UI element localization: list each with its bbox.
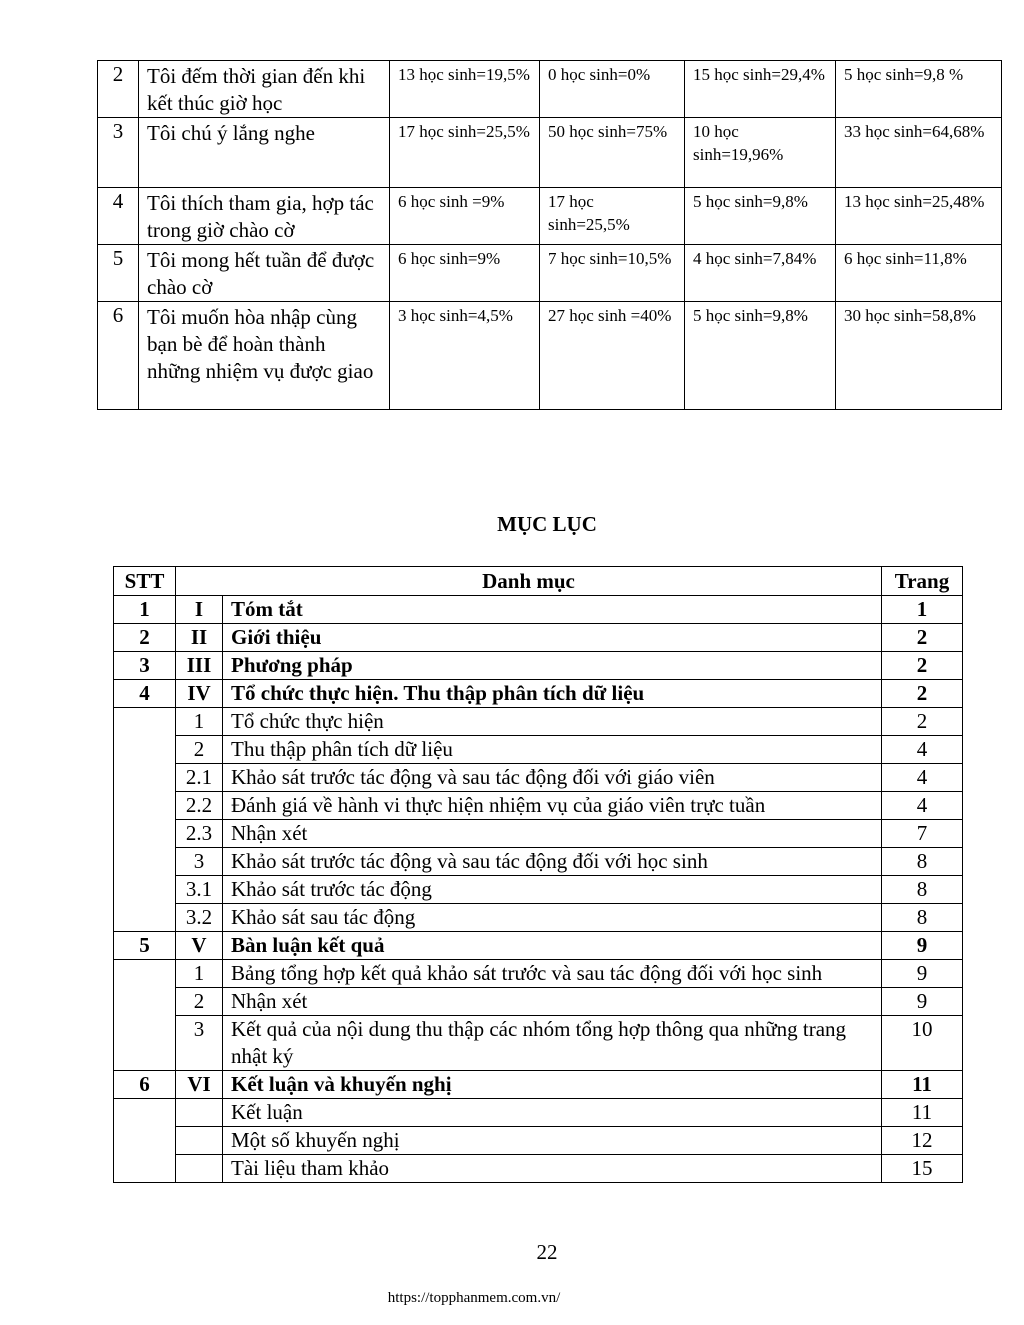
toc-code: 3 <box>176 1016 223 1071</box>
toc-page: 4 <box>882 764 963 792</box>
toc-code: 1 <box>176 960 223 988</box>
toc-code: VI <box>176 1071 223 1099</box>
table-row <box>98 245 1002 302</box>
toc-row <box>114 792 963 820</box>
toc-page: 12 <box>882 1127 963 1155</box>
table-row <box>98 302 1002 410</box>
toc-row <box>114 988 963 1016</box>
response-cell: 5 học sinh=9,8% <box>685 188 836 245</box>
toc-code: 2 <box>176 988 223 1016</box>
toc-page: 15 <box>882 1155 963 1183</box>
toc-row <box>114 1155 963 1183</box>
toc-stt: 6 <box>114 1071 176 1099</box>
toc-entry: Bàn luận kết quả <box>223 932 882 960</box>
row-number: 5 <box>98 245 139 302</box>
row-number: 4 <box>98 188 139 245</box>
table-row <box>98 188 1002 245</box>
toc-row <box>114 764 963 792</box>
response-cell: 0 học sinh=0% <box>540 61 685 118</box>
toc-code: 2.2 <box>176 792 223 820</box>
toc-page: 10 <box>882 1016 963 1071</box>
response-cell: 17 học sinh=25,5% <box>390 118 540 188</box>
toc-page: 2 <box>882 708 963 736</box>
response-cell: 15 học sinh=29,4% <box>685 61 836 118</box>
toc-entry: Tổ chức thực hiện <box>223 708 882 736</box>
toc-entry: Kết quả của nội dung thu thập các nhóm tổng hợp thông qua những trang nhật ký <box>223 1016 882 1071</box>
toc-code: 2.3 <box>176 820 223 848</box>
toc-page: 2 <box>882 652 963 680</box>
toc-page: 8 <box>882 876 963 904</box>
toc-code: IV <box>176 680 223 708</box>
page-number: 22 <box>536 1240 558 1264</box>
toc-entry: Khảo sát trước tác động <box>223 876 882 904</box>
toc-entry: Giới thiệu <box>223 624 882 652</box>
response-cell: 6 học sinh=9% <box>390 245 540 302</box>
toc-row <box>114 876 963 904</box>
toc-stt: 2 <box>114 624 176 652</box>
toc-title: MỤC LỤC <box>497 512 597 536</box>
toc-entry: Phương pháp <box>223 652 882 680</box>
toc-page: 2 <box>882 624 963 652</box>
toc-page: 8 <box>882 904 963 932</box>
toc-stt-empty <box>114 1099 176 1183</box>
toc-page: 9 <box>882 988 963 1016</box>
toc-code: III <box>176 652 223 680</box>
toc-row <box>114 652 963 680</box>
toc-entry: Kết luận <box>223 1099 882 1127</box>
toc-row <box>114 848 963 876</box>
header-page: Trang <box>882 567 963 596</box>
row-number: 2 <box>98 61 139 118</box>
toc-row <box>114 1071 963 1099</box>
toc-entry: Nhận xét <box>223 820 882 848</box>
toc-entry: Bảng tổng hợp kết quả khảo sát trước và sau tác động đối với học sinh <box>223 960 882 988</box>
toc-page: 9 <box>882 932 963 960</box>
toc-page: 2 <box>882 680 963 708</box>
statement: Tôi đếm thời gian đến khi kết thúc giờ học <box>139 61 390 118</box>
response-cell: 30 học sinh=58,8% <box>836 302 1002 410</box>
toc-row <box>114 932 963 960</box>
statement: Tôi mong hết tuần để được chào cờ <box>139 245 390 302</box>
toc-row <box>114 960 963 988</box>
toc-row <box>114 596 963 624</box>
response-cell: 4 học sinh=7,84% <box>685 245 836 302</box>
header-stt: STT <box>114 567 176 596</box>
response-cell: 7 học sinh=10,5% <box>540 245 685 302</box>
toc-entry: Đánh giá về hành vi thực hiện nhiệm vụ của giáo viên trực tuần <box>223 792 882 820</box>
toc-row <box>114 708 963 736</box>
response-cell: 6 học sinh =9% <box>390 188 540 245</box>
toc-code <box>176 1099 223 1127</box>
statement: Tôi thích tham gia, hợp tác trong giờ chào cờ <box>139 188 390 245</box>
table-row <box>98 61 1002 118</box>
toc-code <box>176 1155 223 1183</box>
response-cell: 50 học sinh=75% <box>540 118 685 188</box>
survey-table <box>97 60 1002 410</box>
statement: Tôi chú ý lắng nghe <box>139 118 390 188</box>
toc-entry: Tóm tắt <box>223 596 882 624</box>
response-cell: 5 học sinh=9,8 % <box>836 61 1002 118</box>
toc-table <box>113 566 963 1183</box>
toc-header-row <box>114 567 963 596</box>
toc-stt: 5 <box>114 932 176 960</box>
response-cell: 13 học sinh=19,5% <box>390 61 540 118</box>
toc-code: 3 <box>176 848 223 876</box>
toc-row <box>114 1127 963 1155</box>
response-cell: 33 học sinh=64,68% <box>836 118 1002 188</box>
toc-row <box>114 1099 963 1127</box>
toc-entry: Khảo sát sau tác động <box>223 904 882 932</box>
toc-page: 11 <box>882 1071 963 1099</box>
response-cell: 27 học sinh =40% <box>540 302 685 410</box>
row-number: 6 <box>98 302 139 410</box>
toc-row <box>114 624 963 652</box>
toc-stt: 4 <box>114 680 176 708</box>
toc-page: 11 <box>882 1099 963 1127</box>
response-cell: 3 học sinh=4,5% <box>390 302 540 410</box>
toc-row <box>114 904 963 932</box>
toc-code: 3.2 <box>176 904 223 932</box>
toc-entry: Tổ chức thực hiện. Thu thập phân tích dữ liệu <box>223 680 882 708</box>
toc-code: 2.1 <box>176 764 223 792</box>
toc-entry: Khảo sát trước tác động và sau tác động đối với giáo viên <box>223 764 882 792</box>
toc-code: 3.1 <box>176 876 223 904</box>
toc-page: 4 <box>882 736 963 764</box>
toc-stt-empty <box>114 960 176 1071</box>
header-category: Danh mục <box>176 567 882 596</box>
response-cell: 10 học sinh=19,96% <box>685 118 836 188</box>
toc-stt: 3 <box>114 652 176 680</box>
response-cell: 5 học sinh=9,8% <box>685 302 836 410</box>
toc-entry: Nhận xét <box>223 988 882 1016</box>
toc-entry: Kết luận và khuyến nghị <box>223 1071 882 1099</box>
toc-code <box>176 1127 223 1155</box>
toc-row <box>114 680 963 708</box>
toc-row <box>114 1016 963 1071</box>
toc-code: II <box>176 624 223 652</box>
toc-page: 7 <box>882 820 963 848</box>
toc-page: 9 <box>882 960 963 988</box>
toc-code: 2 <box>176 736 223 764</box>
toc-page: 1 <box>882 596 963 624</box>
toc-entry: Thu thập phân tích dữ liệu <box>223 736 882 764</box>
toc-page: 8 <box>882 848 963 876</box>
toc-code: I <box>176 596 223 624</box>
toc-row <box>114 820 963 848</box>
response-cell: 13 học sinh=25,48% <box>836 188 1002 245</box>
footer-url[interactable]: https://topphanmem.com.vn/ <box>387 1290 561 1306</box>
toc-stt-empty <box>114 708 176 932</box>
toc-stt: 1 <box>114 596 176 624</box>
response-cell: 6 học sinh=11,8% <box>836 245 1002 302</box>
toc-entry: Một số khuyến nghị <box>223 1127 882 1155</box>
toc-code: 1 <box>176 708 223 736</box>
toc-entry: Khảo sát trước tác động và sau tác động đối với học sinh <box>223 848 882 876</box>
toc-entry: Tài liệu tham khảo <box>223 1155 882 1183</box>
toc-row <box>114 736 963 764</box>
toc-page: 4 <box>882 792 963 820</box>
toc-code: V <box>176 932 223 960</box>
row-number: 3 <box>98 118 139 188</box>
response-cell: 17 học sinh=25,5% <box>540 188 685 245</box>
statement: Tôi muốn hòa nhập cùng bạn bè để hoàn thành những nhiệm vụ được giao <box>139 302 390 410</box>
table-row <box>98 118 1002 188</box>
